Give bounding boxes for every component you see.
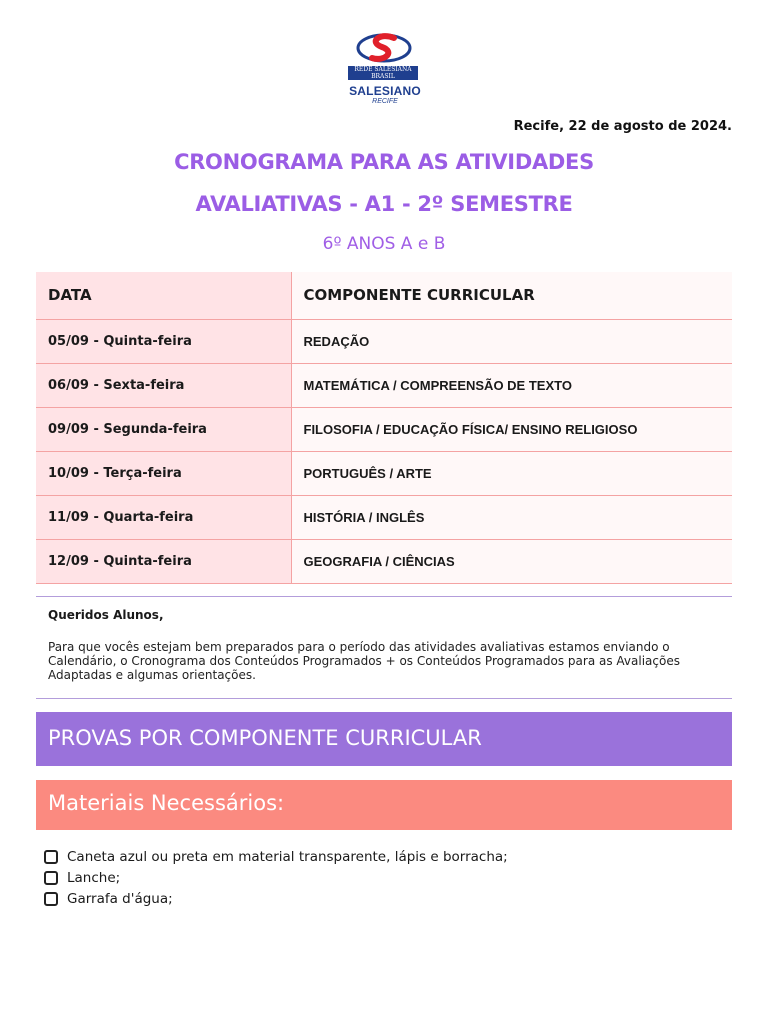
table-row [36, 363, 732, 407]
table-row [36, 539, 732, 583]
header-data: DATA [36, 272, 291, 319]
row-subject: HISTÓRIA / INGLÊS [291, 495, 732, 539]
document-date: Recife, 22 de agosto de 2024. [513, 119, 732, 134]
note-greeting: Queridos Alunos, [48, 608, 164, 622]
students-note [36, 596, 732, 699]
logo-city: RECIFE [372, 98, 398, 105]
checkbox-icon[interactable] [44, 892, 58, 906]
material-label: Caneta azul ou preta em material transparente, lápis e borracha; [67, 848, 508, 865]
provas-banner: PROVAS POR COMPONENTE CURRICULAR [36, 712, 732, 766]
row-subject: REDAÇÃO [291, 319, 732, 363]
header-componente: COMPONENTE CURRICULAR [291, 272, 732, 319]
row-subject: FILOSOFIA / EDUCAÇÃO FÍSICA/ ENSINO RELIGIOSO [291, 407, 732, 451]
page-subtitle: 6º ANOS A e B [322, 234, 446, 254]
table-row [36, 495, 732, 539]
logo-band-line2: BRASIL [371, 73, 395, 80]
table-row [36, 451, 732, 495]
list-item [44, 888, 508, 909]
row-subject: MATEMÁTICA / COMPREENSÃO DE TEXTO [291, 363, 732, 407]
page-title-line2: AVALIATIVAS - A1 - 2º SEMESTRE [195, 192, 573, 216]
checkbox-icon[interactable] [44, 850, 58, 864]
list-item [44, 867, 508, 888]
logo-band-line1: REDE SALESIANA [354, 66, 412, 73]
checkbox-icon[interactable] [44, 871, 58, 885]
logo-band [348, 66, 418, 80]
list-item [44, 846, 508, 867]
row-date: 09/09 - Segunda-feira [36, 407, 291, 451]
page-title-line1: CRONOGRAMA PARA AS ATIVIDADES [174, 150, 594, 174]
table-row [36, 407, 732, 451]
schedule-table [36, 272, 732, 584]
salesiano-logo [340, 30, 430, 108]
schedule-header-row [36, 272, 732, 319]
row-date: 06/09 - Sexta-feira [36, 363, 291, 407]
row-date: 10/09 - Terça-feira [36, 451, 291, 495]
row-date: 12/09 - Quinta-feira [36, 539, 291, 583]
row-subject: GEOGRAFIA / CIÊNCIAS [291, 539, 732, 583]
logo-name: SALESIANO [349, 84, 421, 98]
row-date: 11/09 - Quarta-feira [36, 495, 291, 539]
row-subject: PORTUGUÊS / ARTE [291, 451, 732, 495]
note-body: Para que vocês estejam bem preparados para o período das atividades avaliativas estamos enviando o Calendário, o Cronograma dos Conteúdos Programados + os Conteúdos Programados para as Avaliações Adaptadas e algumas orientações. [48, 640, 680, 682]
materials-list [44, 846, 508, 909]
row-date: 05/09 - Quinta-feira [36, 319, 291, 363]
table-row [36, 319, 732, 363]
materiais-banner: Materiais Necessários: [36, 780, 732, 830]
material-label: Garrafa d'água; [67, 890, 173, 907]
material-label: Lanche; [67, 869, 121, 886]
